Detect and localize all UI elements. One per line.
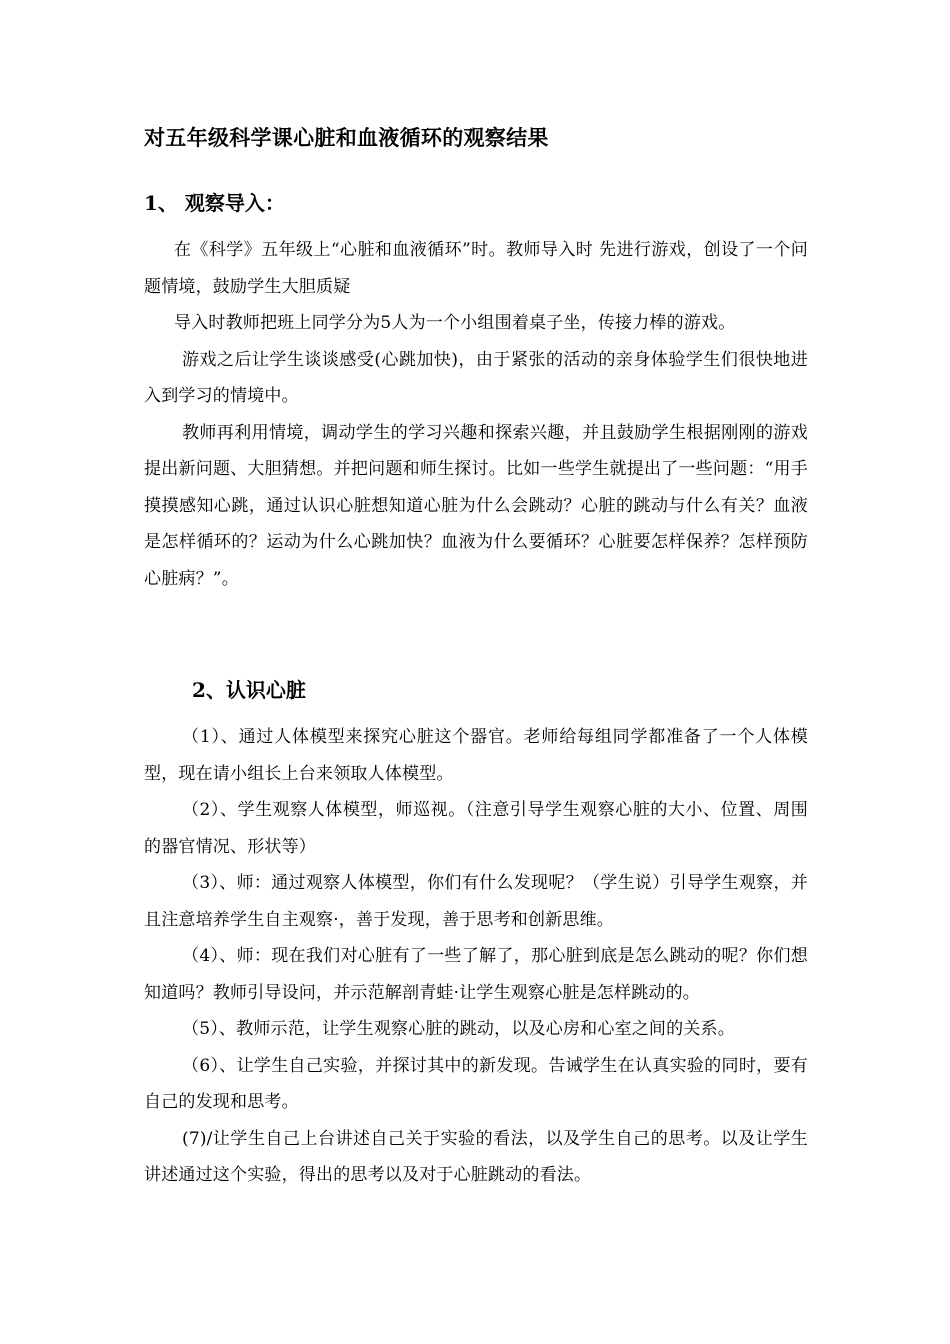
section-2-paragraph-2: （2）、学生观察人体模型，师巡视。（注意引导学生观察心脏的大小、位置、周围的器官情况、形状等） xyxy=(144,800,808,857)
section-1-heading: 1、 观察导入： xyxy=(144,191,285,215)
section-2-paragraph-3: （3）、师：通过观察人体模型，你们有什么发现呢？（学生说）引导学生观察，并且注意培养学生自主观察·，善于发现，善于思考和创新思维。 xyxy=(144,873,808,930)
section-1-paragraph-3: 游戏之后让学生谈谈感受(心跳加快)，由于紧张的活动的亲身体验学生们很快地进入到学习的情境中。 xyxy=(144,349,808,406)
section-2-paragraph-7: (7)/让学生自己上台讲述自己关于实验的看法，以及学生自己的思考。以及让学生讲述通过这个实验，得出的思考以及对于心脏跳动的看法。 xyxy=(144,1128,808,1185)
section-2-paragraph-5: （5）、教师示范，让学生观察心脏的跳动，以及心房和心室之间的关系。 xyxy=(182,1019,735,1039)
document-title: 对五年级科学课心脏和血液循环的观察结果 xyxy=(144,125,549,150)
section-2-paragraph-4: （4）、师：现在我们对心脏有了一些了解了，那心脏到底是怎么跳动的呢？你们想知道吗？教师引导设问，并示范解剖青蛙·让学生观察心脏是怎样跳动的。 xyxy=(144,946,808,1003)
document-content xyxy=(144,118,808,1194)
section-2-paragraph-6: （6）、让学生自己实验，并探讨其中的新发现。告诫学生在认真实验的同时，要有自己的发现和思考。 xyxy=(144,1055,808,1112)
section-2-paragraph-1: （1）、通过人体模型来探究心脏这个器官。老师给每组同学都准备了一个人体模型，现在请小组长上台来领取人体模型。 xyxy=(144,727,808,784)
section-2-heading: 2、认识心脏 xyxy=(192,678,306,702)
section-1-paragraph-1: 在《科学》五年级上“心脏和血液循环”时。教师导入时 先进行游戏，创设了一个问题情境，鼓励学生大胆质疑 xyxy=(144,240,808,297)
section-spacer xyxy=(144,597,808,671)
section-1-paragraph-4: 教师再利用情境，调动学生的学习兴趣和探索兴趣，并且鼓励学生根据刚刚的游戏提出新问题、大胆猜想。并把问题和师生探讨。比如一些学生就提出了一些问题：“用手摸摸感知心跳，通过认识心脏想知道心脏为什么会跳动？心脏的跳动与什么有关？血液是怎样循环的？运动为什么心跳加快？血液为什么要循环？心脏要怎样保养？怎样预防心脏病？”。 xyxy=(144,422,808,589)
section-1-paragraph-2: 导入时教师把班上同学分为5人为一个小组围着桌子坐，传接力棒的游戏。 xyxy=(174,313,736,333)
